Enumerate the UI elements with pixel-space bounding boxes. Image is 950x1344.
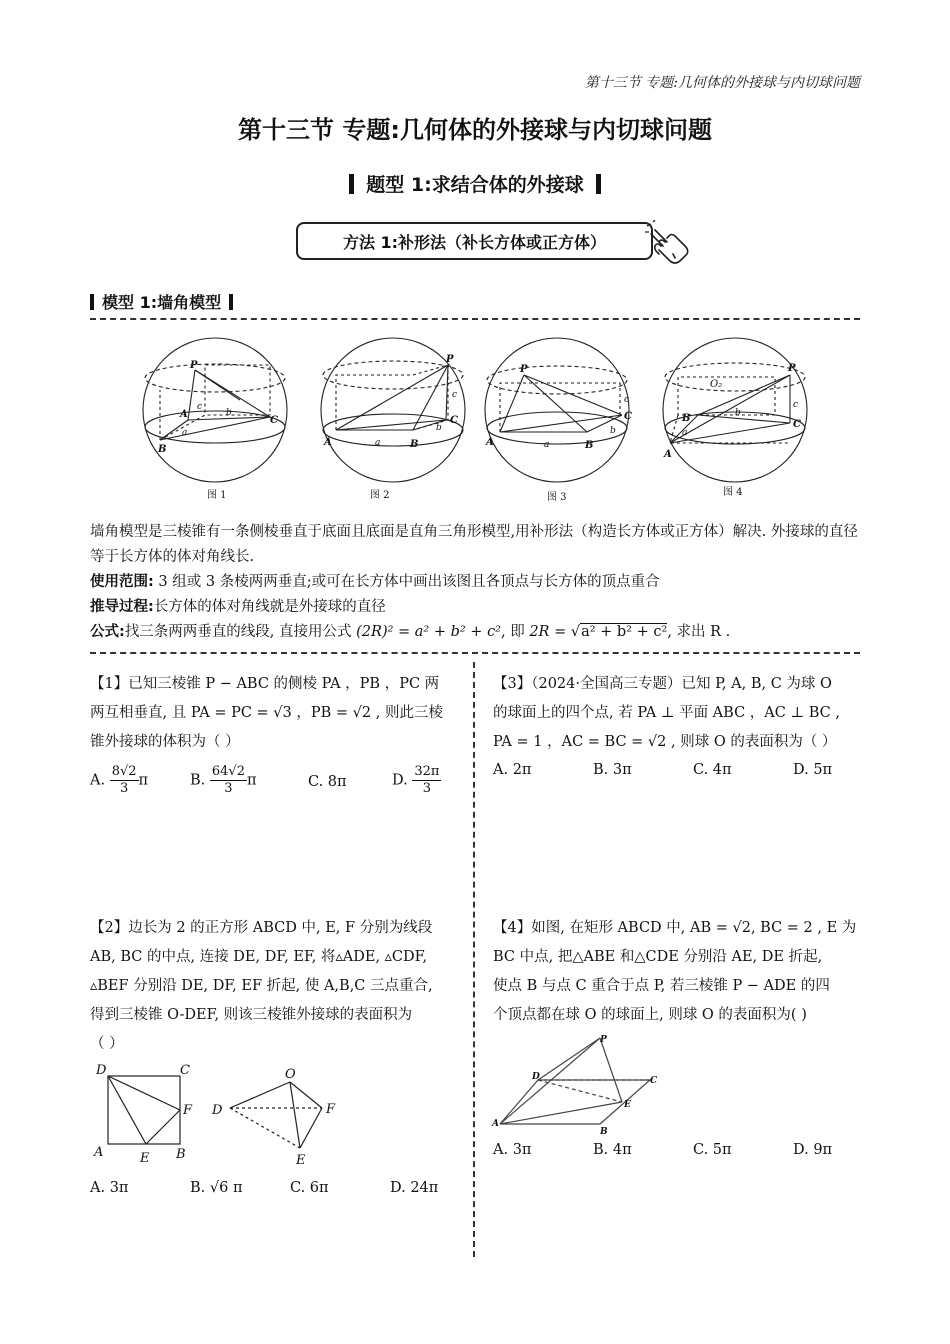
q4-fig-label-c: C [650,1076,658,1086]
fig3-label-p: P [520,364,528,375]
fig2-label-c: C [450,415,458,426]
section-divider-top [90,318,860,320]
fig2-label-p: P [446,354,454,365]
q4-option-a[interactable]: A. 3π [493,1142,532,1158]
heading-bar-right [596,174,601,194]
q4-fig-label-a: A [492,1119,499,1129]
fig4-caption: 图 4 [723,487,743,498]
q1-c-letter: C. [308,774,324,790]
q4-line-2: BC 中点, 把△ABE 和△CDE 分别沿 AE, DE 折起, [493,949,823,965]
fig1-label-p: P [190,360,198,371]
q3-line-2: 的球面上的四个点, 若 PA ⊥ 平面 ABC ，AC ⊥ BC , [493,705,840,721]
q2-line-2: AB, BC 的中点, 连接 DE, DF, EF, 将▵ADE, ▵CDF, [90,949,428,965]
question-4 [493,914,868,1030]
formula-eq2a: 2R = [529,624,571,640]
fig1-label-b: B [158,444,167,455]
q2-fig-label-o: O [285,1067,296,1082]
q2-fig-label-b: B [176,1147,186,1162]
method-box: 方法 1:补形法（补长方体或正方体） [296,222,653,260]
q1-b-letter: B. [190,772,206,789]
q1-option-b[interactable] [190,764,257,797]
q4-option-c[interactable]: C. 5π [693,1142,732,1158]
q1-c-value: 8π [327,774,347,790]
q1-line-3: 锥外接球的体积为（ ） [90,734,240,750]
fig4-label-o2: O₂ [710,379,723,390]
q2-fig-label-e2: E [296,1153,306,1168]
q3-line-1: 【3】（2024·全国高三专题）已知 P, A, B, C 为球 O [493,676,832,692]
q4-fig-label-p: P [600,1035,607,1045]
q1-d-letter: D. [392,772,408,789]
q1-b-num: 64√2 [211,764,245,779]
q4-figure [490,1032,665,1137]
question-2 [90,914,468,1059]
page-title: 第十三节 专题:几何体的外接球与内切球问题 [238,116,712,144]
q2-fig-label-d2: D [212,1103,223,1118]
q1-a-num: 8√2 [111,764,137,779]
q4-options [493,1142,868,1164]
q4-option-d[interactable]: D. 9π [793,1142,833,1158]
pointing-hand-icon [645,220,691,272]
intro-text: 墙角模型是三棱锥有一条侧棱垂直于底面且底面是直角三角形模型,用补形法（构造长方体或正方体）解决. 外接球的直径等于长方体的体对角线长. [90,524,858,565]
q2-line-1: 【2】边长为 2 的正方形 ABCD 中, E, F 分别为线段 [90,920,433,936]
q2-fig-label-e: E [140,1151,150,1166]
column-divider [473,662,475,1257]
q4-line-1: 【4】如图, 在矩形 ABCD 中, AB = √2, BC = 2 , E 为 [493,920,857,936]
model-bar-right [229,294,233,310]
fig1-caption: 图 1 [207,490,227,501]
fig2-label-b-edge: b [436,423,442,433]
fig3-label-a: A [486,437,494,448]
model-bar-left [90,294,94,310]
q2-fig-label-f2: F [326,1102,336,1117]
derivation-text: 长方体的体对角线就是外接球的直径 [153,599,386,615]
q2-fig-label-c: C [180,1063,190,1078]
q2-fig-label-d: D [96,1063,107,1078]
figure-4 [663,338,807,498]
q4-option-b[interactable]: B. 4π [593,1142,632,1158]
q2-option-b[interactable]: B. √6 π [190,1180,243,1196]
q1-b-den: 3 [224,781,233,796]
question-type-heading [0,170,950,197]
wall-corner-figures [130,335,820,510]
formula-label: 公式: [90,624,125,640]
fig3-label-c-edge: c [624,395,630,405]
q1-d-num: 32π [414,764,440,779]
q4-fig-label-b: B [600,1127,608,1137]
section-divider-bottom [90,652,860,654]
q2-fig-label-a: A [94,1145,104,1160]
q2-option-a[interactable]: A. 3π [90,1180,129,1196]
fig1-label-c: C [270,415,278,426]
q3-option-d[interactable]: D. 5π [793,762,833,778]
fig2-label-c-edge: c [452,390,458,400]
q4-line-3: 使点 B 与点 C 重合于点 P, 若三棱锥 P − ADE 的四 [493,978,830,994]
q2-line-3: ▵BEF 分别沿 DE, DF, EF 折起, 使 A,B,C 三点重合, [90,978,433,994]
formula-eq2b: a² + b² + c² [581,624,668,640]
fig1-label-a-edge: a [182,428,188,438]
q4-line-4: 个顶点都在球 O 的球面上, 则球 O 的表面积为( ) [493,1007,807,1023]
figure-3 [485,338,632,503]
q3-options [493,762,868,784]
fig3-label-c: C [624,411,632,422]
formula-line: 公式:找三条两两垂直的线段, 直接用公式 (2R)² = a² + b² + c², 即 2R = √a² + b² + c², 求出 R . [90,624,731,640]
q1-line-1: 【1】已知三棱锥 P − ABC 的侧棱 PA ，PB ，PC 两 [90,676,440,692]
usage-label: 使用范围: [90,574,154,590]
q1-b-frac [210,764,247,797]
fig4-label-b-edge: b [735,408,741,418]
q3-option-c[interactable]: C. 4π [693,762,732,778]
fig2-caption: 图 2 [370,490,390,501]
usage-text: 3 组或 3 条棱两两垂直;或可在长方体中画出该图且各顶点与长方体的顶点重合 [153,574,660,590]
fig4-label-b: B [682,413,691,424]
fig1-label-a: A [180,409,188,420]
derivation-line [90,595,865,620]
q1-option-a[interactable] [90,764,148,797]
intro-paragraph [90,520,865,645]
question-type-label: 题型 1:求结合体的外接球 [366,174,584,196]
q2-line-5: （ ） [90,1036,124,1052]
q1-options [90,764,465,804]
q1-b-tail: π [246,772,257,789]
formula-mid: , 即 [501,624,525,640]
q2-options [90,1180,465,1202]
derivation-label: 推导过程: [90,599,154,615]
heading-bar-left [349,174,354,194]
fig2-label-b: B [410,439,419,450]
q1-d-den: 3 [422,781,432,796]
fig2-label-a: A [324,437,332,448]
fig3-label-a-edge: a [544,440,550,450]
fig3-label-b: B [585,440,594,451]
figure-1 [143,338,287,501]
fig4-label-p: P [788,363,796,374]
q1-a-frac [110,764,139,797]
fig4-label-c-edge: c [793,400,799,410]
q1-line-2: 两互相垂直, 且 PA = PC = √3 ，PB = √2 , 则此三棱 [90,705,443,721]
formula-post: , 求出 R . [667,624,731,640]
fig3-caption: 图 3 [547,492,567,503]
usage-line [90,570,865,595]
model-heading [90,290,233,313]
q2-line-4: 得到三棱锥 O-DEF, 则该三棱锥外接球的表面积为 [90,1007,413,1023]
q3-option-a[interactable]: A. 2π [493,762,532,778]
q2-fig-label-f: F [183,1103,193,1118]
q3-line-3: PA = 1 ，AC = BC = √2 , 则球 O 的表面积为（ ） [493,734,837,750]
q1-a-tail: π [138,772,149,789]
q2-option-d[interactable]: D. 24π [390,1180,439,1196]
question-1 [90,670,465,757]
question-3 [493,670,868,757]
running-header: 第十三节 专题:几何体的外接球与内切球问题 [584,75,860,91]
q2-figure [90,1058,360,1168]
figure-2 [321,338,465,501]
q4-fig-label-e: E [624,1100,631,1110]
fig4-label-a-edge: a [682,428,688,438]
q3-option-b[interactable]: B. 3π [593,762,632,778]
formula-eq1: (2R)² = a² + b² + c² [356,624,501,640]
fig3-label-b-edge: b [610,426,616,436]
q2-option-c[interactable]: C. 6π [290,1180,329,1196]
fig2-label-a-edge: a [375,438,381,448]
q1-option-c[interactable] [308,774,347,790]
formula-pre: 找三条两两垂直的线段, 直接用公式 [124,624,352,640]
q1-d-frac [412,764,441,797]
q4-fig-label-d: D [532,1072,540,1082]
q1-a-den: 3 [119,781,129,796]
fig1-label-b-edge: b [226,408,232,418]
q1-a-letter: A. [90,772,106,789]
fig4-label-a: A [664,449,672,460]
model-label: 模型 1:墙角模型 [102,293,222,312]
fig4-label-c: C [793,419,801,430]
q1-option-d[interactable] [392,764,441,797]
fig1-label-c-edge: c [197,402,203,412]
